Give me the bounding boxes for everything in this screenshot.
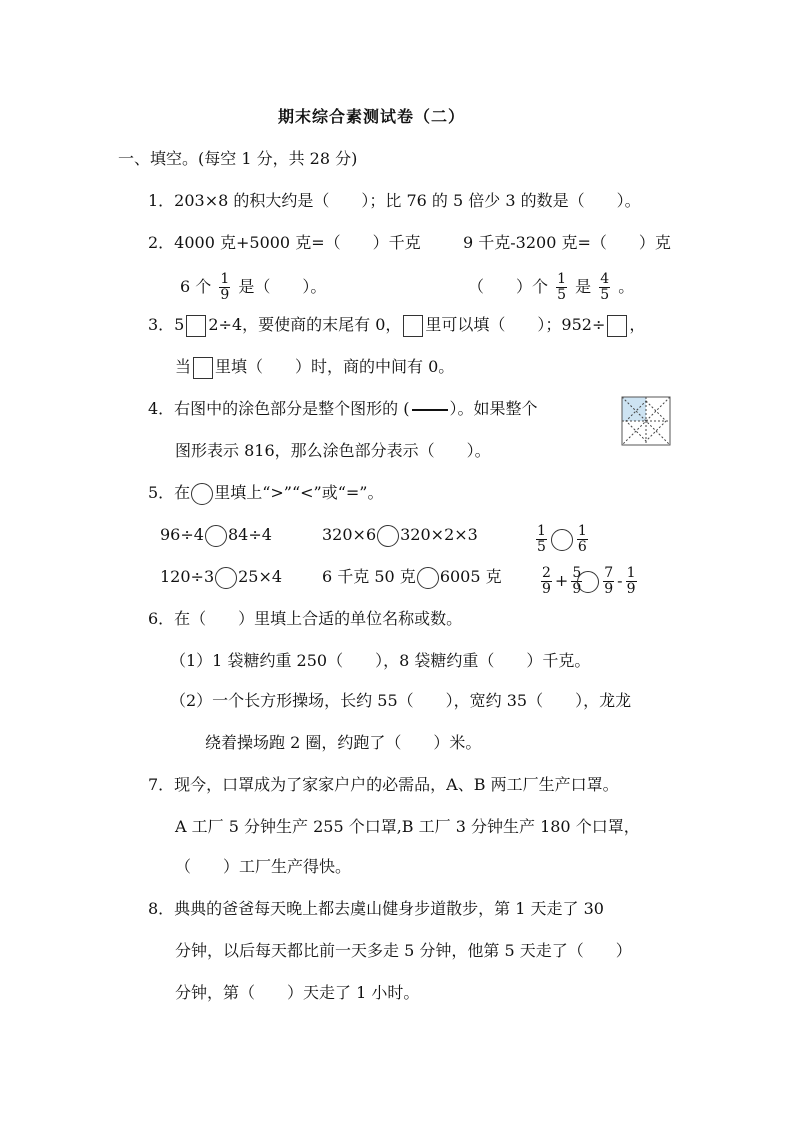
question-6-part-1: （1）1 袋糖约重 250（ ），8 袋糖约重（ ）千克。 [170, 651, 591, 670]
compare-left: 96÷4 [160, 525, 204, 544]
question-2-part-a: 2．4000 克+5000 克=（ ）千克 [148, 233, 421, 252]
q2-text: 是 [575, 277, 592, 296]
compare-circle[interactable] [215, 567, 237, 589]
compare-left: 6 千克 50 克 [322, 567, 416, 586]
question-6-intro: 6．在（ ）里填上合适的单位名称或数。 [148, 609, 463, 628]
compare-right: 84÷4 [227, 525, 272, 544]
fraction: $\frac{7}{9}$ [604, 565, 614, 597]
q2-text: 。 [618, 277, 635, 296]
question-8-line-3: 分钟，第（ ）天走了 1 小时。 [175, 983, 420, 1002]
fraction: $\frac{1}{9}$ [626, 565, 636, 597]
question-2-part-c [180, 272, 326, 303]
question-1: 1．203×8 的积大约是（ ）；比 76 的 5 倍少 3 的数是（ ）。 [148, 191, 641, 210]
compare-2c [538, 566, 640, 597]
fraction: $\frac{5}{9}$ [572, 565, 582, 597]
fraction: $\frac{2}{9}$ [542, 565, 551, 597]
question-5-intro [148, 482, 384, 505]
answer-box[interactable] [193, 357, 213, 379]
compare-left: 320×6 [322, 525, 377, 544]
fraction: $\frac{1}{5}$ [557, 271, 567, 303]
q5-text: 5．在 [148, 483, 191, 502]
q3-text: 2÷4，要使商的末尾有 0， [208, 315, 402, 334]
fraction: $\frac{1}{5}$ [537, 523, 546, 555]
question-4-line-1: 4．右图中的涂色部分是整个图形的 ( ）。如果整个 [148, 399, 538, 418]
q3-text: 3．5 [148, 315, 185, 334]
compare-circle[interactable] [577, 571, 599, 593]
question-2-part-b: 9 千克-3200 克=（ ）克 [463, 233, 671, 252]
answer-box[interactable] [607, 315, 627, 337]
page-title: 期末综合素测试卷（二） [278, 107, 466, 126]
question-8-line-2: 分钟，以后每天都比前一天多走 5 分钟，他第 5 天走了（ ） [175, 941, 632, 960]
question-8-line-1: 8．典典的爸爸每天晚上都去虞山健身步道散步，第 1 天走了 30 [148, 899, 604, 918]
compare-circle[interactable] [377, 525, 399, 547]
q4-text: ）。如果整个 [449, 399, 538, 418]
compare-circle[interactable] [417, 567, 439, 589]
section-heading: 一、填空。(每空 1 分，共 28 分) [118, 149, 358, 168]
question-3-line-1 [148, 314, 645, 337]
question-7-line-1: 7．现今，口罩成为了家家户户的必需品，A、B 两工厂生产口罩。 [148, 775, 619, 794]
question-2-part-d [468, 272, 634, 303]
plus-sign: + [554, 571, 569, 590]
question-3-line-2 [175, 356, 454, 379]
compare-1b [322, 524, 478, 547]
question-7-line-3: （ ）工厂生产得快。 [175, 857, 352, 876]
q2-text: 是（ ）。 [238, 277, 327, 296]
compare-2a [160, 566, 282, 589]
q2-text: （ ）个 [468, 277, 549, 296]
compare-right: 6005 克 [439, 567, 502, 586]
compare-2b [322, 566, 502, 589]
answer-box[interactable] [403, 315, 423, 337]
question-6-part-2-cont: 绕着操场跑 2 圈，约跑了（ ）米。 [205, 733, 482, 752]
shaded-square-figure [621, 396, 671, 446]
compare-circle[interactable] [551, 529, 573, 551]
compare-1a [160, 524, 272, 547]
q3-text: ， [629, 315, 646, 334]
question-6-part-2: （2）一个长方形操场，长约 55（ ），宽约 35（ ），龙龙 [170, 691, 632, 710]
question-4-line-2: 图形表示 816，那么涂色部分表示（ ）。 [175, 441, 491, 460]
compare-right: 25×4 [238, 567, 283, 586]
compare-right: 320×2×3 [400, 525, 478, 544]
compare-circle [191, 483, 213, 505]
q2-text: 6 个 [180, 277, 212, 296]
answer-box[interactable] [186, 315, 206, 337]
compare-left: 120÷3 [160, 567, 215, 586]
fraction: $\frac{1}{6}$ [577, 523, 587, 555]
question-7-line-2: A 工厂 5 分钟生产 255 个口罩,B 工厂 3 分钟生产 180 个口罩， [175, 817, 640, 836]
compare-circle[interactable] [205, 525, 227, 547]
answer-blank[interactable] [412, 409, 448, 411]
minus-sign: - [617, 571, 623, 590]
fraction: $\frac{1}{9}$ [220, 271, 230, 303]
q3-text: 里可以填（ ）；952÷ [425, 315, 606, 334]
compare-1c [533, 524, 591, 555]
q5-text: 里填上“>”“<”或“=”。 [214, 483, 384, 502]
q3-text: 当 [175, 357, 192, 376]
q3-text: 里填（ ）时，商的中间有 0。 [215, 357, 455, 376]
fraction: $\frac{4}{5}$ [600, 271, 610, 303]
q4-text: 4．右图中的涂色部分是整个图形的 [148, 399, 399, 418]
